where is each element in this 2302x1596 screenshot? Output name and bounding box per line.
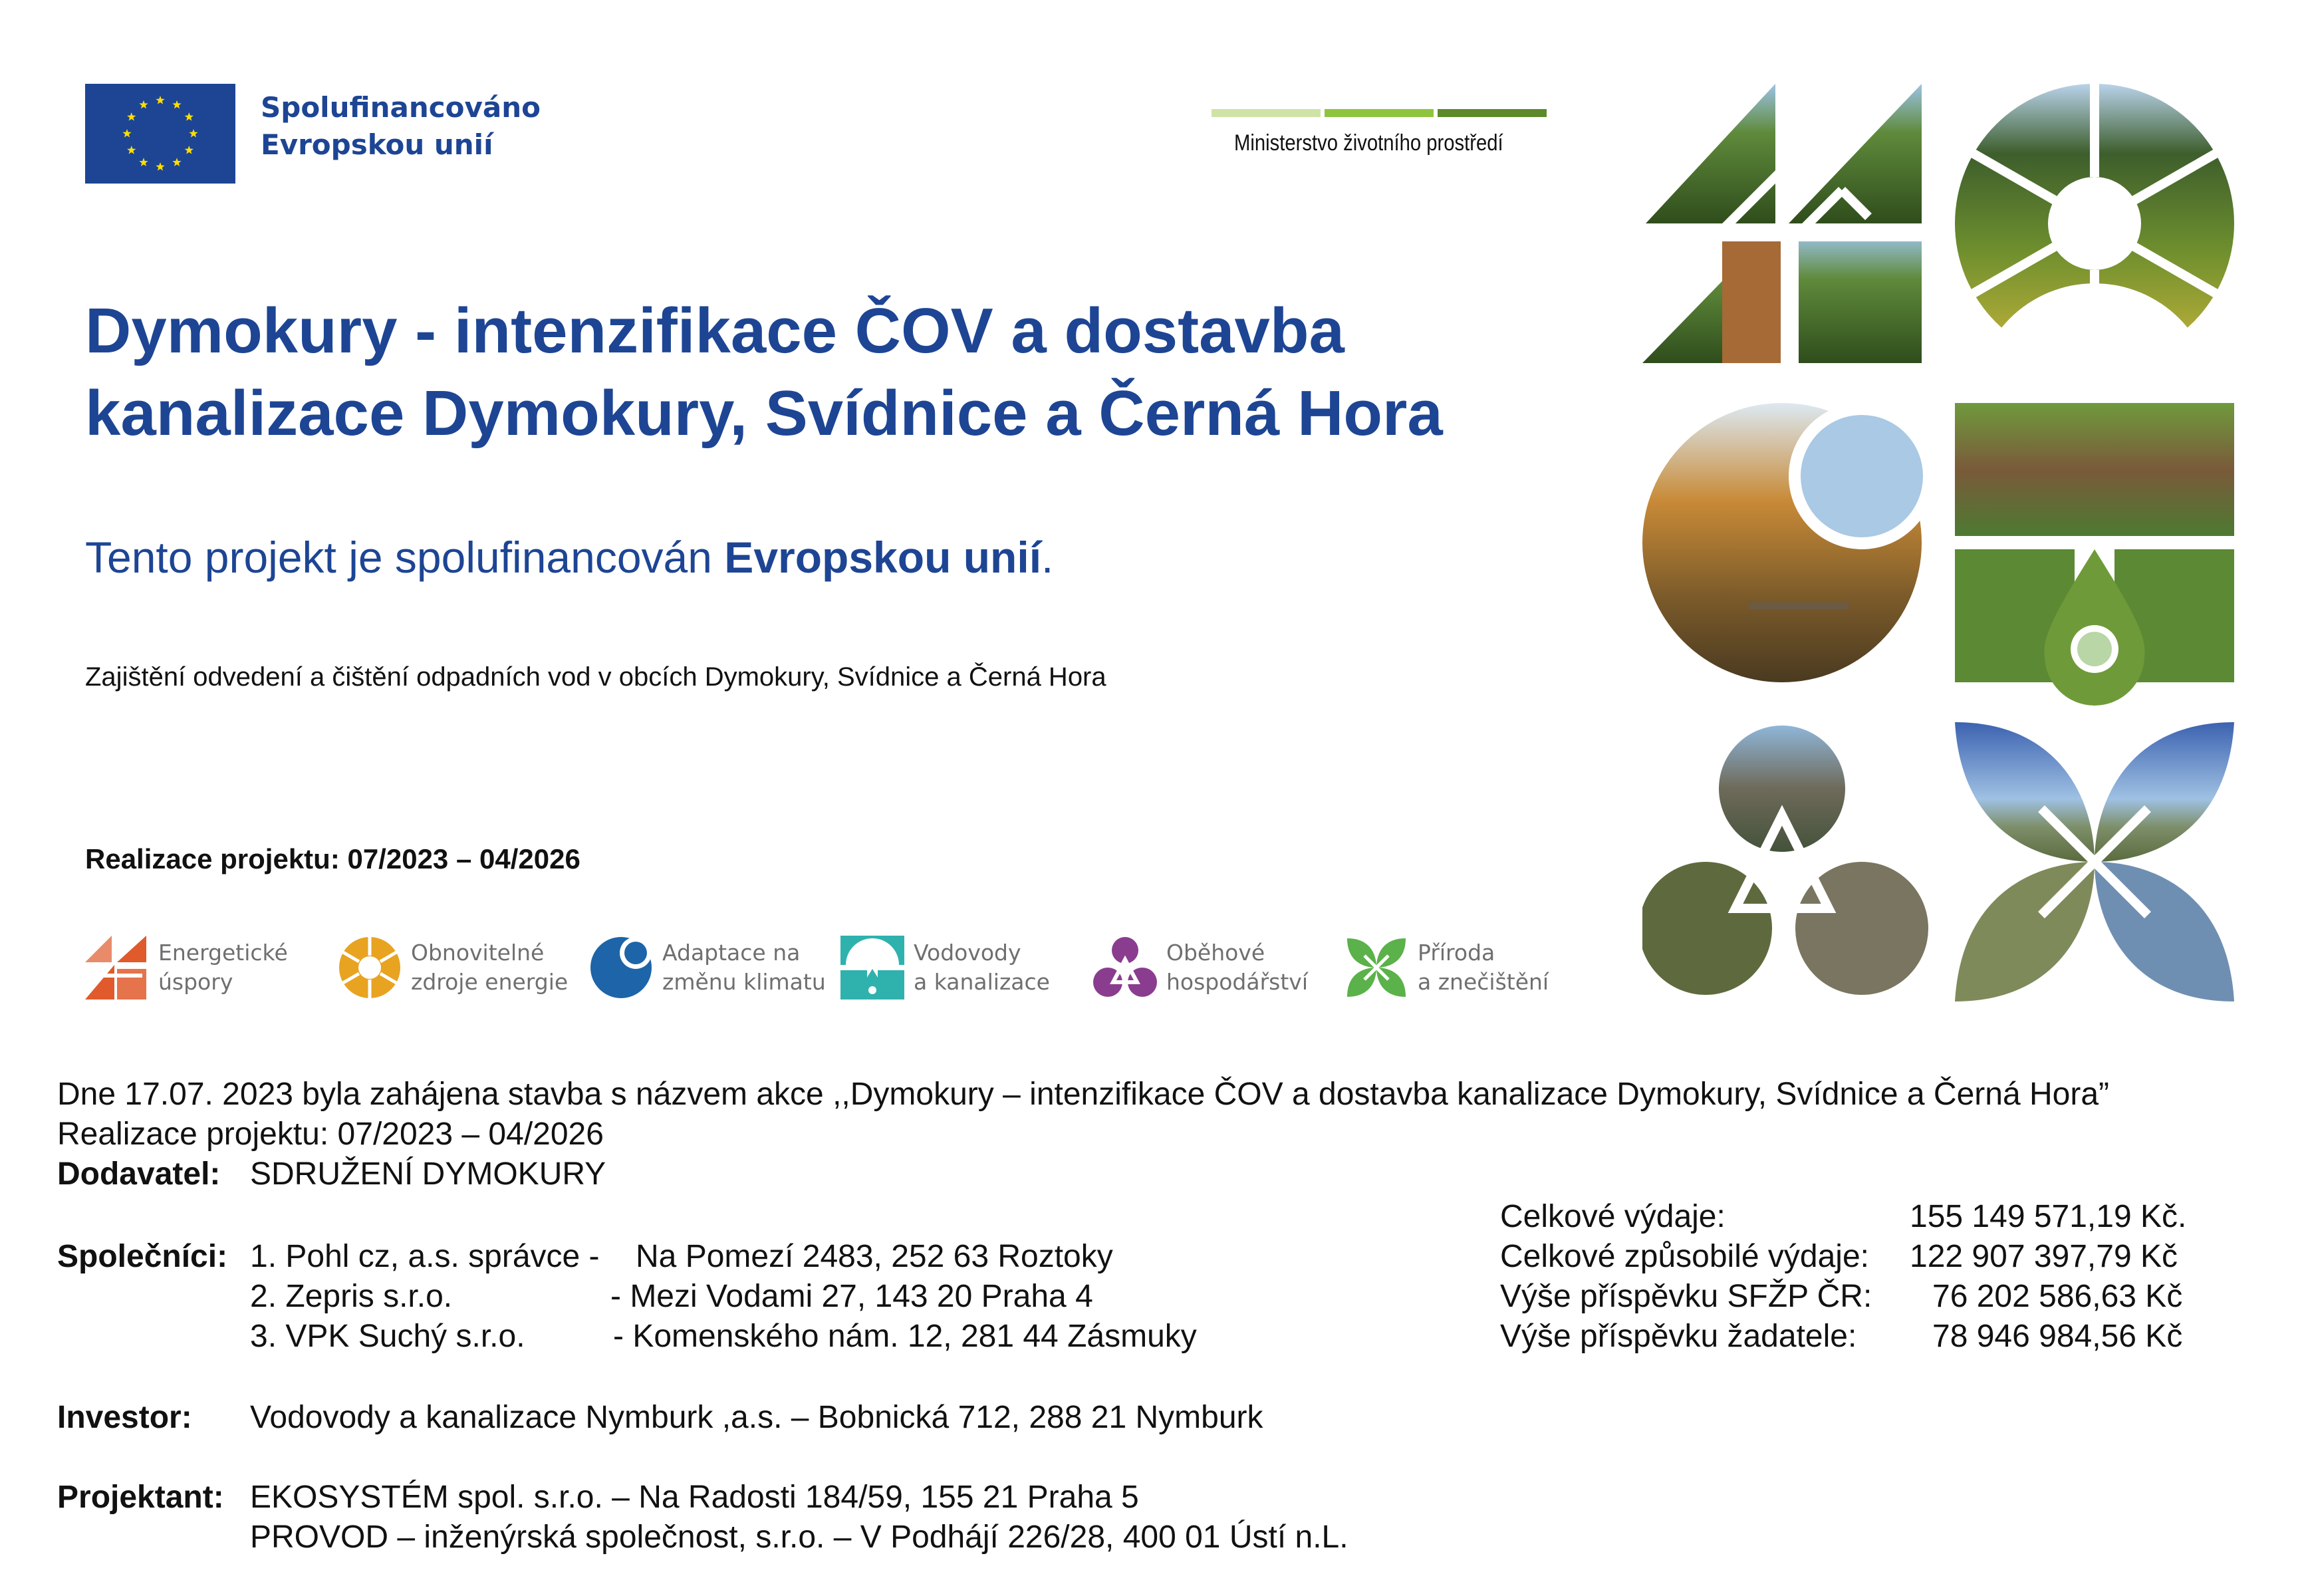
photo-tile-circular	[1642, 726, 1928, 995]
subtitle-bold: Evropskou unií	[724, 533, 1042, 582]
photo-tile-nature	[1955, 722, 2234, 1001]
theme-photo-grid	[1642, 84, 2241, 1001]
photo-tile-energy	[1642, 84, 1922, 363]
realization-period: Realizace projektu: 07/2023 – 04/2026	[85, 843, 580, 874]
theme-climate-adaptation	[589, 931, 826, 1004]
climate-adaptation-icon	[589, 936, 653, 999]
theme-circular-line1: Oběhové	[1166, 940, 1265, 966]
partners-label: Společníci:	[57, 1239, 228, 1274]
designer-line2: PROVOD – inženýrská společnost, s.r.o. – V Podhájí 226/28, 400 01 Ústí n.L.	[250, 1520, 1348, 1555]
theme-circular-line2: hospodářství	[1166, 969, 1309, 995]
partner-2-name: 2. Zepris s.r.o.	[250, 1279, 453, 1314]
theme-climate-line1: Adaptace na	[662, 940, 801, 966]
ministry-bar-2	[1325, 109, 1434, 117]
construction-start-note: Dne 17.07. 2023 byla zahájena stavba s názvem akce ,,Dymokury – intenzifikace ČOV a dostavba kanalizace Dymokury, Svídnice a Černá Hora”	[57, 1077, 2109, 1112]
finance-value-eligible: 122 907 397,79 Kč	[1910, 1239, 2178, 1274]
circular-economy-icon	[1093, 936, 1157, 999]
finance-label-sfzp: Výše příspěvku SFŽP ČR:	[1500, 1279, 1872, 1314]
theme-nature-line1: Příroda	[1418, 940, 1495, 966]
theme-circular-economy	[1093, 931, 1308, 1004]
partner-3-address: - Komenského nám. 12, 281 44 Zásmuky	[613, 1319, 1197, 1354]
theme-energy-line2: úspory	[158, 969, 233, 995]
finance-value-sfzp: 76 202 586,63 Kč	[1932, 1279, 2183, 1314]
project-description: Zajištění odvedení a čištění odpadních vod v obcích Dymokury, Svídnice a Černá Hora	[85, 662, 1106, 692]
eu-text-line1: Spolufinancováno	[261, 91, 541, 124]
theme-water-line1: Vodovody	[914, 940, 1021, 966]
finance-label-eligible: Celkové způsobilé výdaje:	[1500, 1239, 1869, 1274]
supplier-value: SDRUŽENÍ DYMOKURY	[250, 1156, 606, 1192]
theme-nature-line2: a znečištění	[1418, 969, 1549, 995]
theme-water-sewer	[840, 931, 1050, 1004]
theme-climate-line2: změnu klimatu	[662, 969, 826, 995]
ministry-name: Ministerstvo životního prostředí	[1234, 130, 1503, 156]
photo-tile-climate	[1642, 403, 1935, 682]
supplier-label: Dodavatel:	[57, 1156, 221, 1192]
theme-renewable-energy	[338, 931, 568, 1004]
finance-label-total: Celkové výdaje:	[1500, 1199, 1726, 1234]
investor-label: Investor:	[57, 1400, 192, 1435]
eu-cofinanced-text	[261, 89, 541, 164]
finance-value-applicant: 78 946 984,56 Kč	[1932, 1319, 2183, 1354]
energy-savings-icon	[85, 936, 149, 999]
partner-1-name: 1. Pohl cz, a.s. správce -	[250, 1239, 600, 1274]
theme-renewable-line2: zdroje energie	[411, 969, 569, 995]
ministry-bar-1	[1212, 109, 1321, 117]
ministry-color-bars	[1212, 109, 1547, 118]
project-title	[85, 290, 1614, 455]
realization-note: Realizace projektu: 07/2023 – 04/2026	[57, 1117, 604, 1152]
finance-label-applicant: Výše příspěvku žadatele:	[1500, 1319, 1857, 1354]
theme-energy-savings	[85, 931, 288, 1004]
renewable-energy-icon	[338, 936, 402, 999]
subtitle-suffix: .	[1041, 533, 1054, 582]
nature-pollution-icon	[1344, 936, 1408, 999]
project-title-line1: Dymokury - intenzifikace ČOV a dostavba	[85, 295, 1344, 366]
investor-value: Vodovody a kanalizace Nymburk ,a.s. – Bobnická 712, 288 21 Nymburk	[250, 1400, 1263, 1435]
partner-3-name: 3. VPK Suchý s.r.o.	[250, 1319, 525, 1354]
partner-2-address: - Mezi Vodami 27, 143 20 Praha 4	[610, 1279, 1093, 1314]
eu-text-line2: Evropskou unií	[261, 128, 493, 161]
photo-tile-water	[1955, 283, 2234, 706]
theme-renewable-line1: Obnovitelné	[411, 940, 545, 966]
cofinancing-statement	[85, 532, 1053, 583]
finance-value-total: 155 149 571,19 Kč.	[1910, 1199, 2187, 1234]
eu-flag-logo	[85, 84, 235, 184]
partner-1-address: Na Pomezí 2483, 252 63 Roztoky	[636, 1239, 1113, 1274]
designer-line1: EKOSYSTÉM spol. s.r.o. – Na Radosti 184/59, 155 21 Praha 5	[250, 1480, 1139, 1515]
theme-water-line2: a kanalizace	[914, 969, 1050, 995]
theme-energy-line1: Energetické	[158, 940, 288, 966]
theme-nature-pollution	[1344, 931, 1549, 1004]
ministry-bar-3	[1438, 109, 1547, 117]
project-title-line2: kanalizace Dymokury, Svídnice a Černá Hora	[85, 378, 1443, 449]
subtitle-prefix: Tento projekt je spolufinancován	[85, 533, 725, 582]
designer-label: Projektant:	[57, 1480, 224, 1515]
water-sewer-icon	[840, 936, 904, 999]
